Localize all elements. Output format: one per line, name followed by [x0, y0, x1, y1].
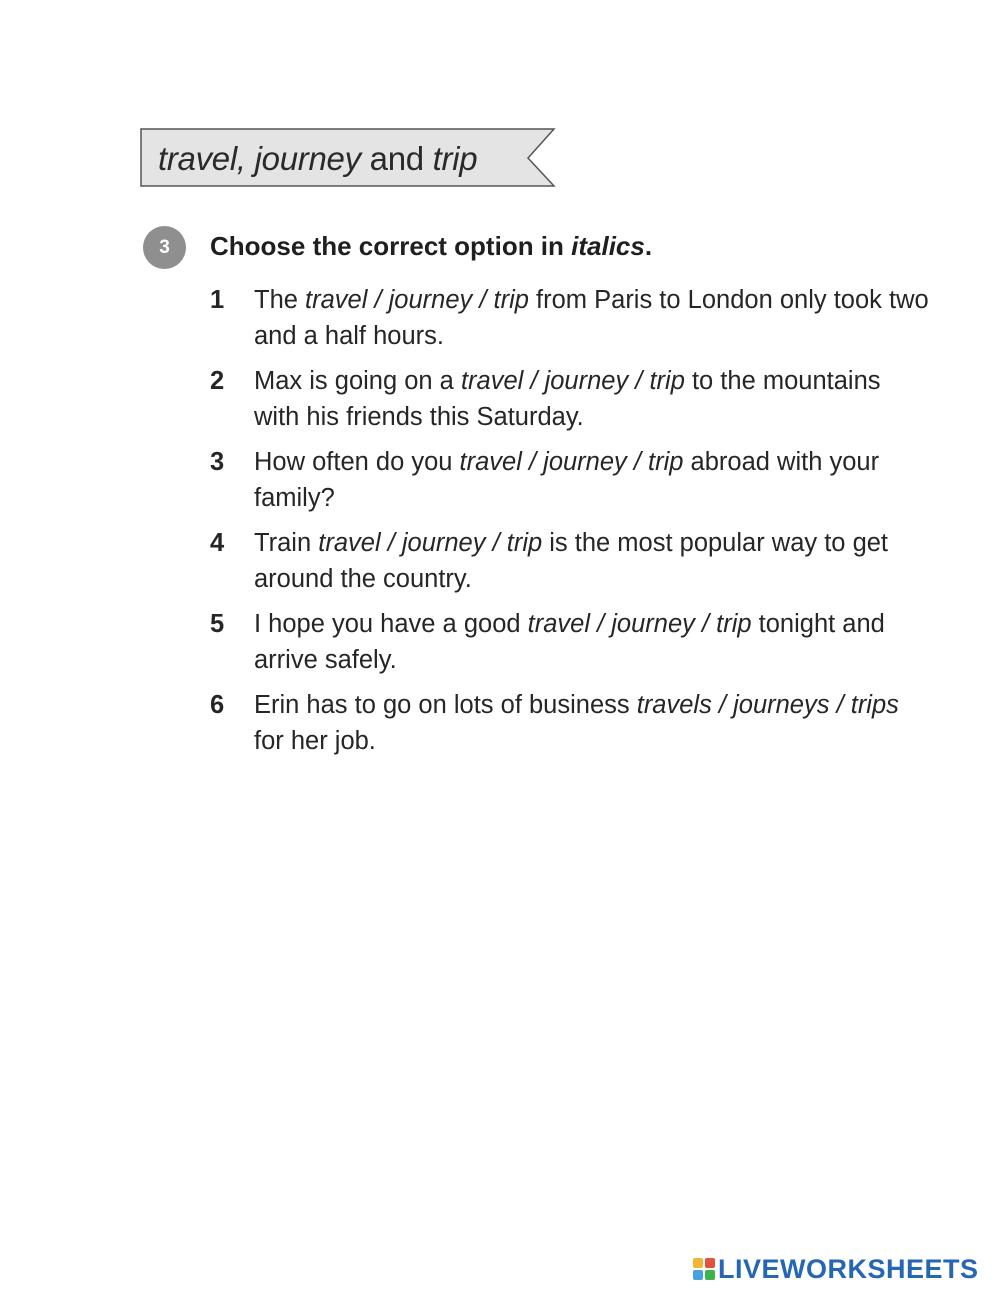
sentence-text: tonight and arrive safely. — [254, 610, 885, 674]
exercise-item — [210, 445, 930, 516]
item-number: 5 — [210, 610, 225, 638]
section-title-part: trip — [432, 140, 478, 177]
item-sentence — [254, 529, 888, 593]
instruction-text: . — [644, 231, 653, 261]
exercise-instruction — [210, 231, 652, 262]
section-title-part: and — [369, 140, 433, 177]
sentence-text: Erin has to go on lots of business — [254, 691, 637, 719]
exercise-items-list — [210, 283, 930, 769]
answer-options[interactable]: travel / journey / trip — [318, 529, 543, 557]
item-number: 1 — [210, 286, 225, 314]
exercise-item — [210, 526, 930, 597]
item-number: 2 — [210, 367, 225, 395]
section-title-part: travel, journey — [158, 140, 370, 177]
logo-text: LIVEWORKSHEETS — [718, 1253, 979, 1284]
item-number: 4 — [210, 529, 225, 557]
instruction-text: Choose the correct option in — [210, 231, 572, 261]
exercise-item — [210, 283, 930, 354]
liveworksheets-logo-icon — [693, 1258, 715, 1280]
sentence-text: for her job. — [254, 726, 376, 755]
exercise-item — [210, 364, 930, 435]
exercise-item — [210, 688, 930, 759]
item-sentence — [254, 286, 929, 350]
item-sentence — [254, 367, 881, 431]
item-sentence — [254, 691, 899, 755]
item-sentence — [254, 610, 885, 674]
sentence-text: I hope you have a good — [254, 610, 528, 638]
sentence-text: Max is going on a — [254, 367, 461, 395]
sentence-text: to the mountains with his friends this Saturday. — [254, 367, 881, 431]
sentence-text: How often do you — [254, 448, 460, 476]
logo-square — [705, 1258, 715, 1268]
sentence-text: The — [254, 286, 306, 314]
sentence-text: abroad with your family? — [254, 448, 880, 512]
section-title — [158, 140, 477, 178]
exercise-item — [210, 607, 930, 678]
sentence-text: is the most popular way to get around the country. — [254, 529, 889, 593]
instruction-emphasis: italics — [571, 231, 645, 261]
answer-options[interactable]: travel / journey / trip — [460, 367, 685, 395]
liveworksheets-logo — [693, 1255, 979, 1283]
item-number: 3 — [210, 448, 225, 476]
section-title-banner — [140, 128, 558, 188]
item-number: 6 — [210, 691, 225, 719]
logo-square — [693, 1270, 703, 1280]
logo-square — [693, 1258, 703, 1268]
answer-options[interactable]: travel / journey / trip — [305, 286, 529, 314]
sentence-text: Train — [254, 529, 319, 557]
item-sentence — [254, 448, 879, 512]
sentence-text: from Paris to London only took two and a half hours. — [254, 286, 929, 350]
answer-options[interactable]: travel / journey / trip — [527, 610, 752, 638]
exercise-number-badge: 3 — [143, 226, 186, 269]
answer-options[interactable]: travel / journey / trip — [459, 448, 684, 476]
answer-options[interactable]: travels / journeys / trips — [636, 691, 899, 719]
logo-square — [705, 1270, 715, 1280]
